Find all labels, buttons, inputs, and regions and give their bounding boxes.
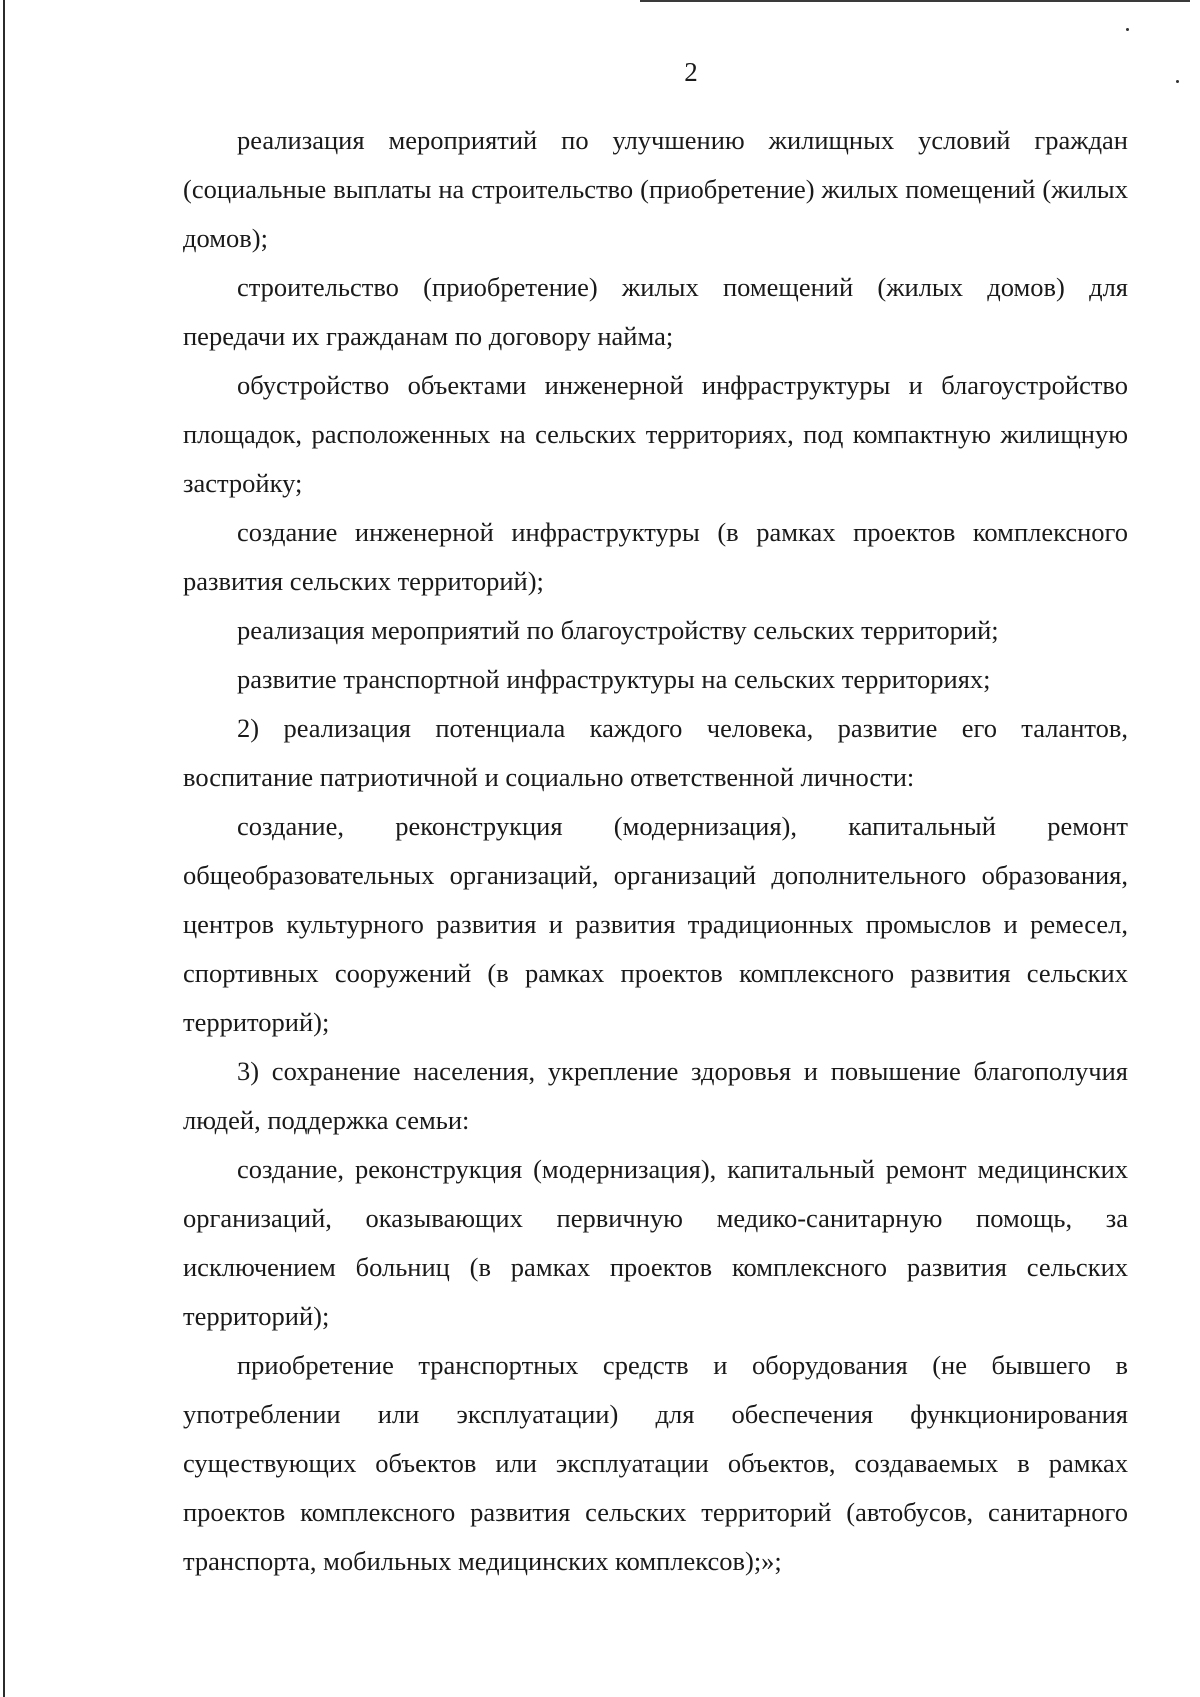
paragraph: приобретение транспортных средств и оборудования (не бывшего в употреблении или эксплуатации) для обеспечения функционирования существующих объектов или эксплуатации объектов, создаваемых в рамках проектов комплексного развития сельских территорий (автобусов, санитарного транспорта, мобильных медицинских комплексов);»; xyxy=(183,1350,1128,1576)
paragraph: обустройство объектами инженерной инфраструктуры и благоустройство площадок, расположенных на сельских территориях, под компактную жилищную застройку; xyxy=(183,370,1128,498)
scan-edge-left xyxy=(3,0,5,1697)
paragraph: реализация мероприятий по благоустройству сельских территорий; xyxy=(237,615,999,645)
document-body xyxy=(183,116,1128,1586)
paragraph: строительство (приобретение) жилых помещений (жилых домов) для передачи их гражданам по договору найма; xyxy=(183,272,1128,351)
paragraph: реализация мероприятий по улучшению жилищных условий граждан (социальные выплаты на строительство (приобретение) жилых помещений (жилых домов); xyxy=(183,125,1128,253)
paragraph: создание, реконструкция (модернизация), капитальный ремонт медицинских организаций, оказывающих первичную медико-санитарную помощь, за исключением больниц (в рамках проектов комплексного развития сельских территорий); xyxy=(183,1154,1128,1331)
scan-edge-top xyxy=(640,0,1190,2)
paragraph: создание, реконструкция (модернизация), капитальный ремонт общеобразовательных организаций, организаций дополнительного образования, центров культурного развития и развития традиционных промыслов и ремесел, спортивных сооружений (в рамках проектов комплексного развития сельских территорий); xyxy=(183,811,1128,1037)
paragraph: создание инженерной инфраструктуры (в рамках проектов комплексного развития сельских территорий); xyxy=(183,517,1128,596)
page-number: 2 xyxy=(684,57,698,87)
paragraph: 2) реализация потенциала каждого человека, развитие его талантов, воспитание патриотичной и социально ответственной личности: xyxy=(183,713,1128,792)
paragraph: 3) сохранение населения, укрепление здоровья и повышение благополучия людей, поддержка семьи: xyxy=(183,1056,1128,1135)
paragraph: развитие транспортной инфраструктуры на сельских территориях; xyxy=(237,664,991,694)
scan-speck xyxy=(1126,28,1129,31)
